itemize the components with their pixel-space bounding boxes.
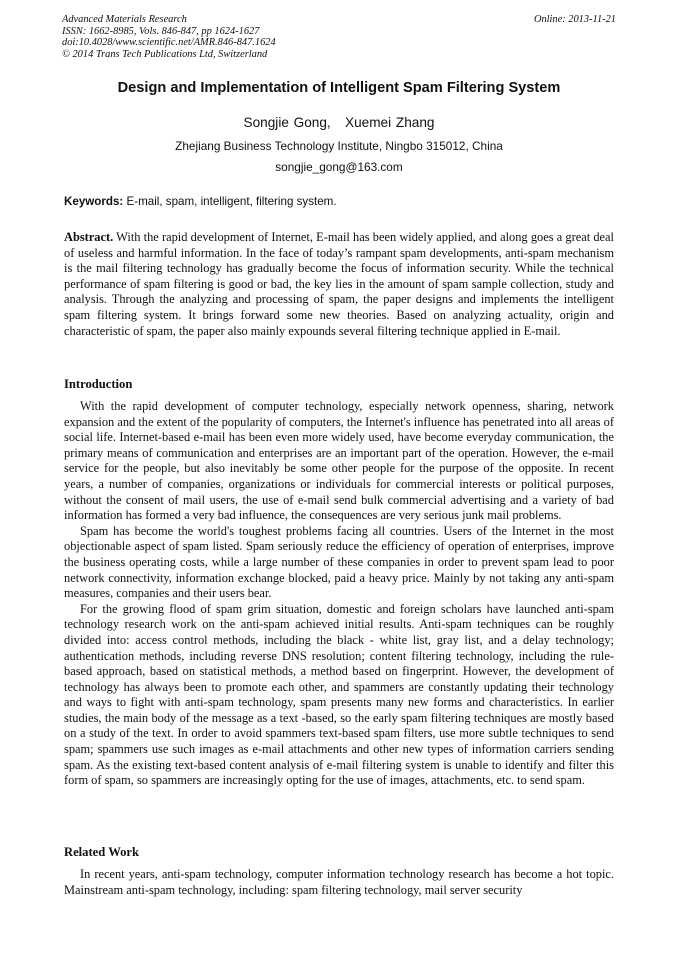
paragraph: For the growing flood of spam grim situation, domestic and foreign scholars have launched anti-spam technology research work on the anti-spam achieved initial results. Anti-spam techniques can be roughly divided into: access control methods, including the black - white list, gray list, and a delay technology; authentication methods, including reverse DNS resolution; content filtering technology, including the rule-based approach, based on statistical methods, a method based on fingerprint. However, the development of technology has always been to promote each other, and spammers are constantly updating their technology and ways to fight with anti-spam technology, spam presents many new forms and characteristics. In earlier studies, the main body of the message as a text -based, so the early spam filtering techniques are mostly based on a study of the text. In order to avoid spammers text-based spam filters, use more subtle techniques to send spam; spammers use such images as e-mail attachments and other new types of information carriers sending spam. As the existing text-based content analysis of e-mail filtering system is unable to identify and filter this form of spam, so spammers are increasingly opting for the use of images, attachments, etc. to send spam. (64, 601, 614, 788)
keywords-line (64, 195, 337, 208)
issn-line: ISSN: 1662-8985, Vols. 846-847, pp 1624-1627 (62, 25, 260, 37)
abstract-text: With the rapid development of Internet, E-mail has been widely applied, and along goes a great deal of useless and harmful information. In the face of today’s rampant spam developments, anti-spam mechanism is the mail filtering technology has gradually become the focus of information security. While the technical performance of spam filtering is good or bad, the key lies in the amount of spam sample collection, study and analysis. Through the analyzing and processing of spam, the paper designs and implements the intelligent spam filtering system. It brings forward some new theories. Based on analyzing actuality, origin and characteristic of spam, the paper also mainly expounds several filtering technique applied in E-mail. (64, 230, 614, 338)
section-heading-introduction: Introduction (64, 377, 133, 391)
copyright-line: © 2014 Trans Tech Publications Ltd, Switzerland (62, 48, 268, 60)
paper-affiliation: Zhejiang Business Technology Institute, Ningbo 315012, China (175, 139, 503, 153)
paper-authors: Songjie Gong, Xuemei Zhang (243, 115, 435, 130)
paper-title: Design and Implementation of Intelligent Spam Filtering System (117, 80, 561, 96)
abstract-label: Abstract. (64, 230, 114, 244)
paragraph: Spam has become the world's toughest problems facing all countries. Users of the Internet in the most objectionable aspect of spam listed. Spam seriously reduce the efficiency of operation of enterprises, improve the business operating costs, while a large number of these companies in order to prevent spam lead to poor network connectivity, information exchange blocked, paid a heavy price. Mainly by not taking any anti-spam measures, companies and their users bear. (64, 523, 614, 601)
journal-header (62, 14, 616, 60)
journal-name: Advanced Materials Research (62, 14, 187, 25)
online-date: Online: 2013-11-21 (533, 14, 616, 25)
keywords-text: E-mail, spam, intelligent, filtering system. (123, 195, 337, 208)
section-heading-related-work: Related Work (64, 845, 139, 859)
related-work-body (64, 867, 614, 898)
paragraph: With the rapid development of computer technology, especially network openness, sharing, network expansion and the extent of the popularity of computers, the Internet's influence has penetrated into all areas of social life. Internet-based e-mail has been even more widely used, have become everyday communication, the primary means of communication and enterprises are an important part of the operation. However, the e-mail service for the people, but also inevitably be some other people for the purpose of the opposite. In recent years, a number of companies, organizations or individuals for commercial interests or political purposes, without the consent of mail users, the use of e-mail send bulk commercial advertising and a variety of bad information has formed a very bad influence, the consequences are very serious junk mail problems. (64, 399, 614, 523)
author-email[interactable]: songjie_gong@163.com (275, 160, 403, 174)
keywords-label: Keywords: (64, 195, 124, 208)
paragraph: In recent years, anti-spam technology, computer information technology research has become a hot topic. Mainstream anti-spam technology, including: spam filtering technology, mail server security (64, 867, 614, 897)
abstract (64, 230, 614, 339)
doi-line: doi:10.4028/www.scientific.net/AMR.846-847.1624 (62, 37, 276, 49)
introduction-body (64, 399, 614, 789)
